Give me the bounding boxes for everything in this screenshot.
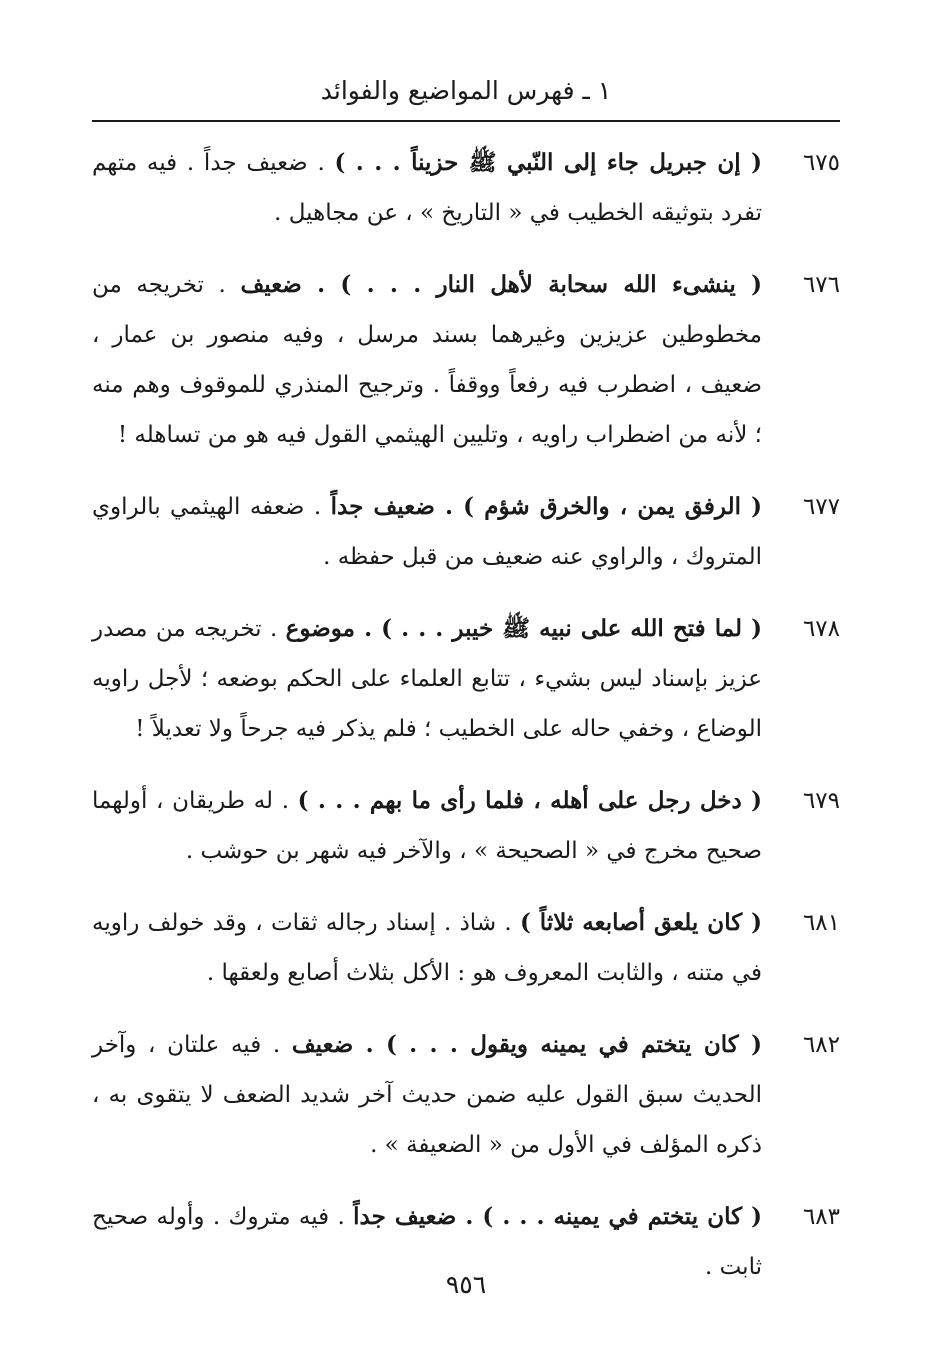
entry-text [92, 150, 762, 226]
running-header: ١ ـ فهرس المواضيع والفوائد [320, 76, 612, 105]
entry-number: ٦٨٢ [802, 1032, 840, 1058]
entry-title: ( دخل رجل على أهله ، فلما رأى ما بهم . . . ) [297, 787, 762, 814]
entry-body: . ضعفه الهيثمي بالراوي المتروك ، والراوي عنه ضعيف من قبل حفظه . [92, 494, 762, 570]
entry-body: . فيه علتان ، وآخر الحديث سبق القول عليه ضمن حديث آخر شديد الضعف لا يتقوى به ، ذكره المؤلف في الأول من « الضعيفة » . [92, 1032, 762, 1158]
entry-body: . شاذ . إسناد رجاله ثقات ، وقد خولف راويه في متنه ، والثابت المعروف هو : الأكل بثلاث أصابع ولعقها . [92, 910, 762, 986]
book-page [92, 0, 840, 1360]
entry-title: ( لما فتح الله على نبيه ﷺ خيبر . . . ) . موضوع [285, 615, 762, 642]
index-entry [92, 260, 840, 460]
index-entry [92, 138, 840, 238]
entry-title: ( كان يتختم في يمينه ويقول . . . ) . ضعيف [291, 1031, 762, 1058]
entry-body: . تخريجه من مخطوطين عزيزين وغيرهما بسند مرسل ، وفيه منصور بن عمار ، ضعيف ، اضطرب فيه رفعاً ووقفاً . وترجيح المنذري للموقوف وهم منه ؛ لأنه من اضطراب راويه ، وتليين الهيثمي القول فيه هو من تساهله ! [92, 272, 762, 448]
entry-title: ( ينشىء الله سحابة لأهل النار . . . ) . ضعيف [240, 271, 762, 298]
entry-number: ٦٧٥ [802, 150, 840, 176]
entry-title: ( كان يتختم في يمينه . . . ) . ضعيف جداً [353, 1203, 762, 1230]
index-entry [92, 1020, 840, 1170]
entry-text [92, 272, 762, 448]
entry-number: ٦٧٨ [802, 616, 840, 642]
entry-text [92, 616, 762, 742]
entry-text [92, 788, 762, 864]
entry-title: ( الرفق يمن ، والخرق شؤم ) . ضعيف جداً [330, 493, 762, 520]
entry-text [92, 494, 762, 570]
entry-number: ٦٧٦ [802, 272, 840, 298]
entry-number: ٦٧٧ [802, 494, 840, 520]
entry-body: . ضعيف جداً . فيه متهم تفرد بتوثيقه الخطيب في « التاريخ » ، عن مجاهيل . [92, 150, 762, 226]
entry-title: ( إن جبريل جاء إلى النّبي ﷺ حزيناً . . . ) [334, 149, 762, 176]
entry-text [92, 1032, 762, 1158]
index-entry [92, 776, 840, 876]
entry-body: . تخريجه من مصدر عزيز بإسناد ليس بشيء ، تتابع العلماء على الحكم بوضعه ؛ لأجل راويه الوضاع ، وخفي حاله على الخطيب ؛ فلم يذكر فيه جرحاً ولا تعديلاً ! [92, 616, 762, 742]
index-entry [92, 482, 840, 582]
entry-number: ٦٨٣ [802, 1204, 840, 1230]
page-number: ٩٥٦ [445, 1270, 487, 1299]
entry-body: . فيه متروك . وأوله صحيح ثابت . [92, 1204, 762, 1280]
entry-number: ٦٨١ [802, 910, 840, 936]
entry-number: ٦٧٩ [802, 788, 840, 814]
entry-text [92, 910, 762, 986]
index-entry [92, 604, 840, 754]
index-entry [92, 898, 840, 998]
index-entries [92, 138, 840, 1314]
entry-body: . له طريقان ، أولهما صحيح مخرج في « الصحيحة » ، والآخر فيه شهر بن حوشب . [92, 788, 762, 864]
entry-title: ( كان يلعق أصابعه ثلاثاً ) [519, 909, 762, 936]
header-rule [92, 120, 840, 122]
